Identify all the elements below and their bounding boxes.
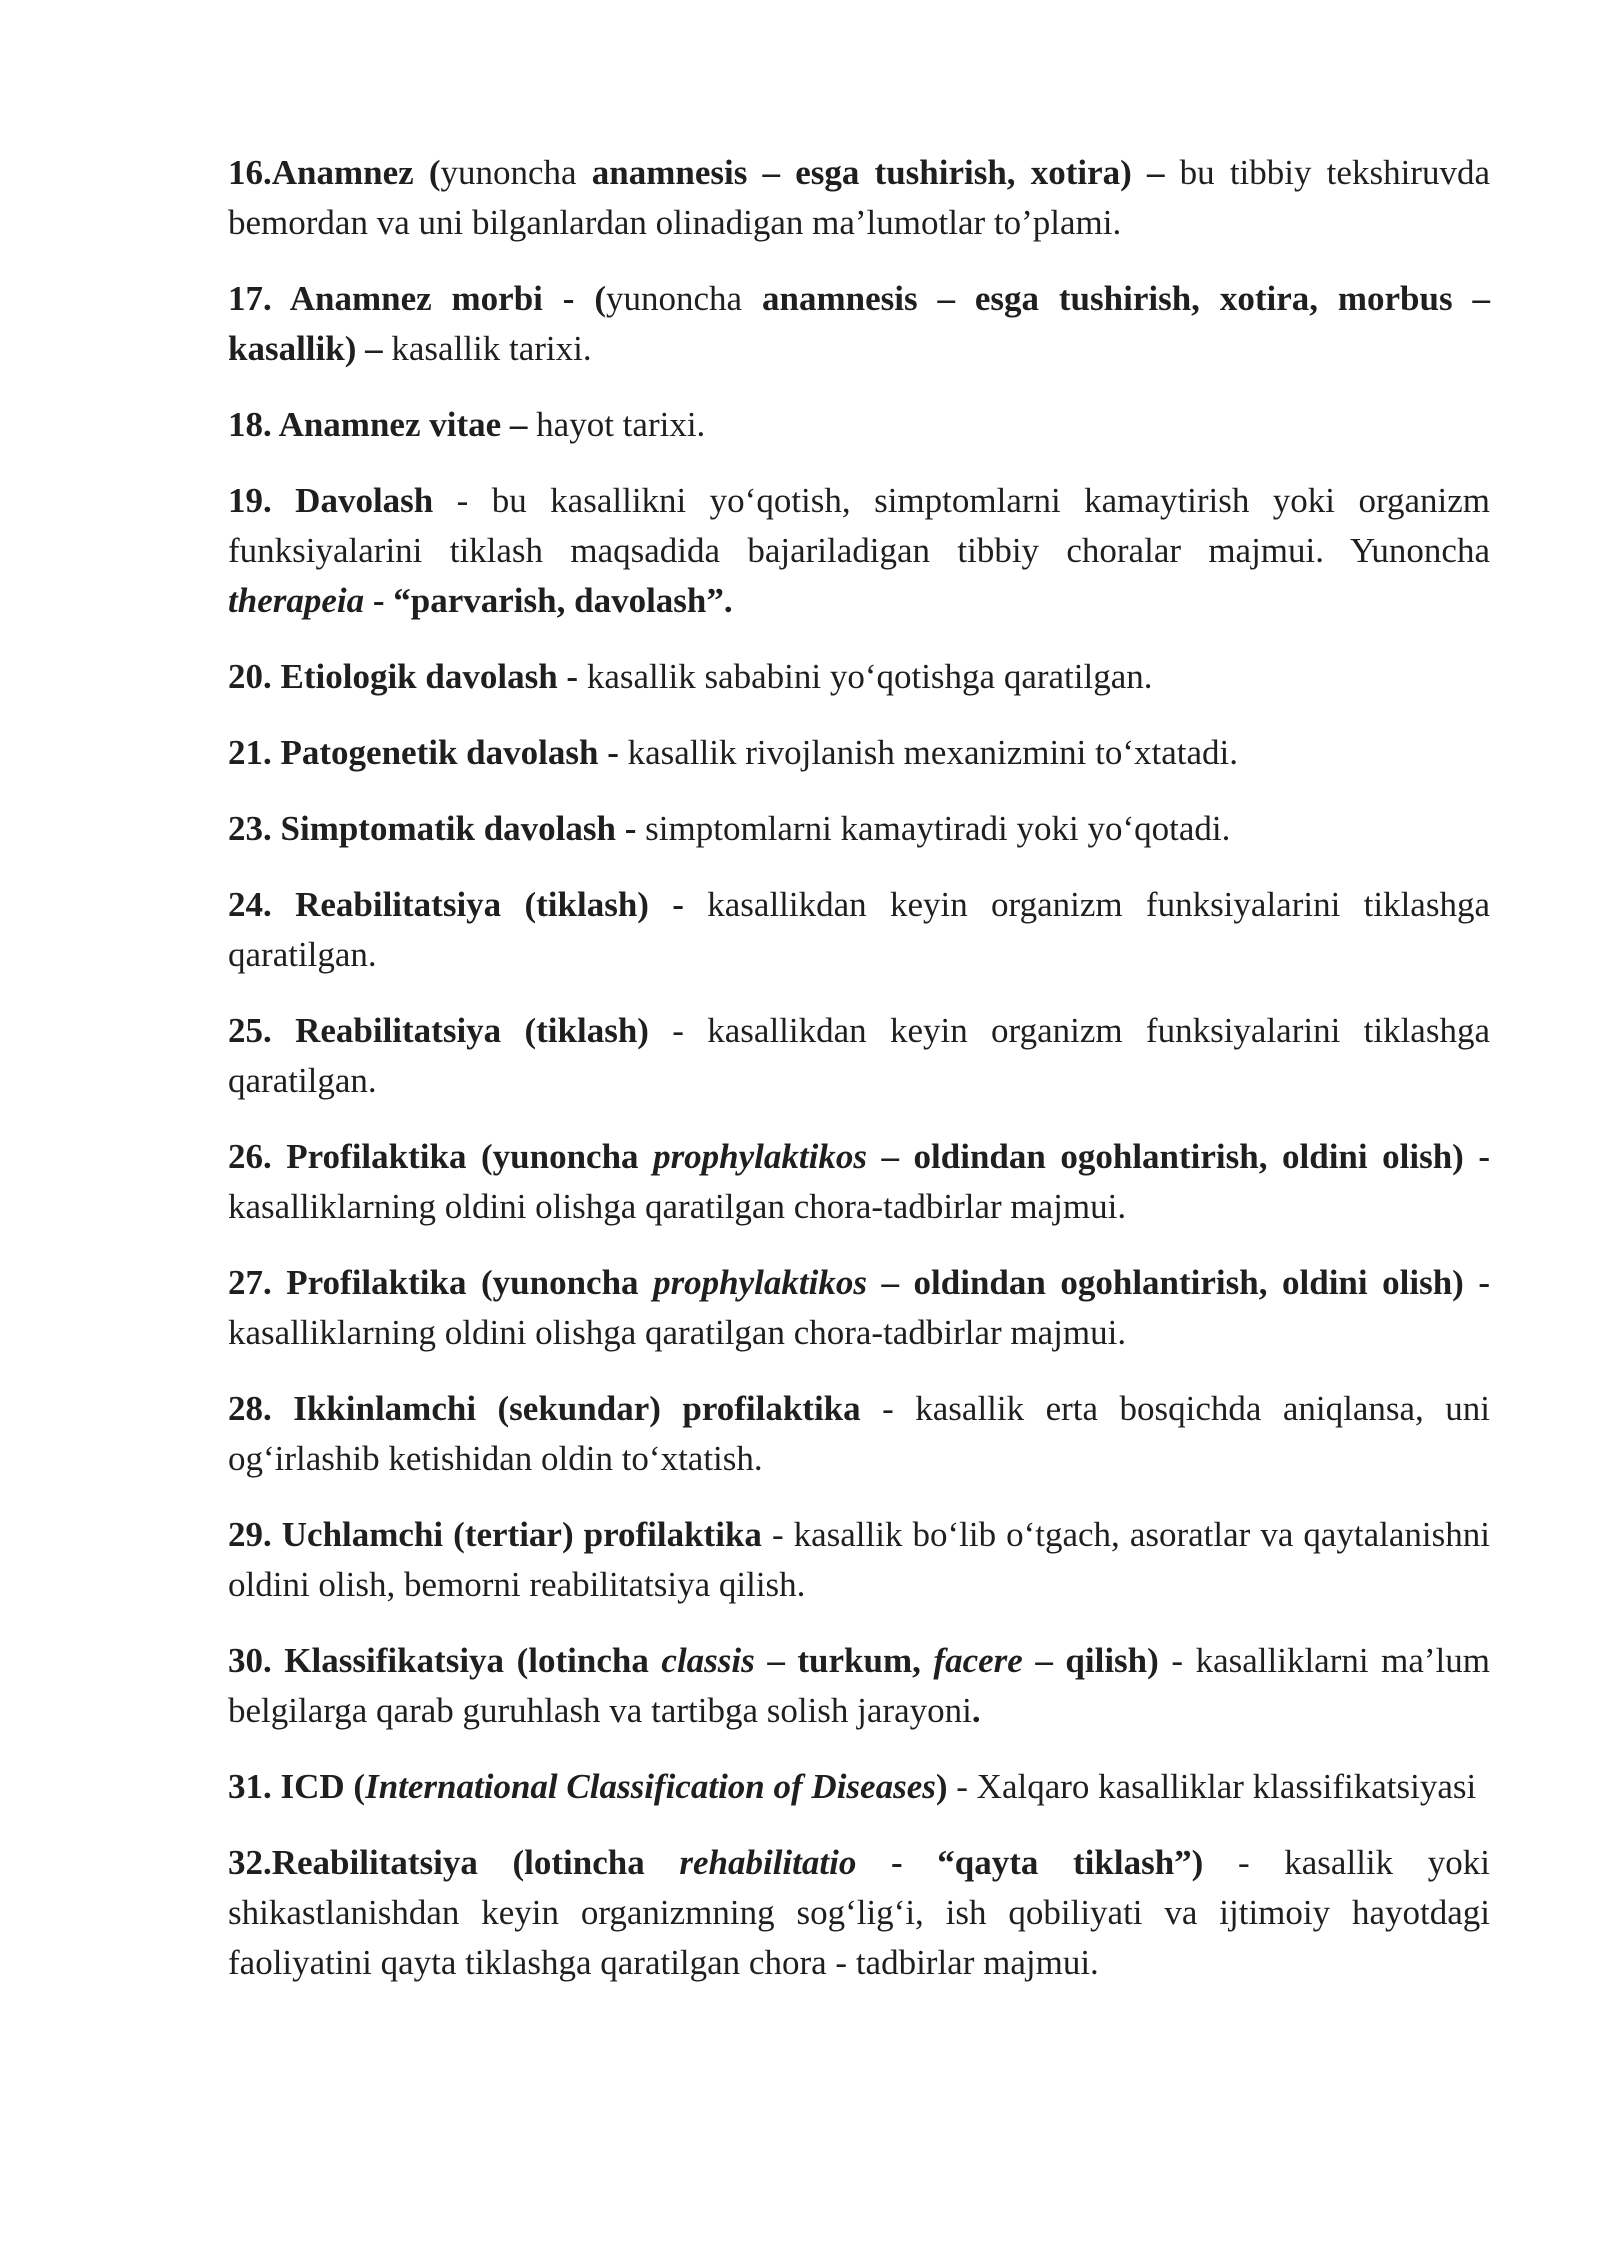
glossary-entry-29 [228,1510,1490,1610]
entry-term: 29. Uchlamchi (tertiar) profilaktika [228,1515,762,1554]
glossary-entry-31 [228,1762,1490,1812]
entry-term: - “qayta tiklash”) [856,1843,1204,1882]
glossary-entry-17 [228,274,1490,374]
entry-term: prophylaktikos [653,1137,867,1176]
entry-text: - kasallik yoki shikastlanishdan keyin organizmning sog‘lig‘i, ish qobiliyati va ijtimoiy hayotdagi faoliyatini qayta tiklashga qaratilgan chora - tadbirlar majmui. [228,1843,1491,1982]
entry-term: ) [935,1767,948,1806]
glossary-entry-30 [228,1636,1490,1736]
entry-term: classis [661,1641,755,1680]
entry-term: 23. Simptomatik davolash - [228,809,637,848]
entry-text: - kasalliklarni ma’lum belgilarga qarab guruhlash va tartibga solish jarayoni [228,1641,1490,1730]
entry-term: 28. Ikkinlamchi (sekundar) profilaktika [228,1389,861,1428]
entry-term: . [971,1691,981,1730]
entry-text: kasallikdan keyin organizm funksiyalarini tiklashga qaratilgan. [228,885,1490,974]
entry-term: facere [933,1641,1023,1680]
entry-term: 24. Reabilitatsiya (tiklash) - [228,885,684,924]
entry-term: therapeia [228,581,365,620]
entry-text: - kasallik erta bosqichda aniqlansa, uni og‘irlashib ketishidan oldin to‘xtatish. [228,1389,1490,1478]
glossary-entry-21 [228,728,1490,778]
glossary-entry-32 [228,1838,1490,1988]
glossary-entry-19 [228,476,1490,626]
entry-term: rehabilitatio [679,1843,857,1882]
entry-term: 27. Profilaktika (yunoncha [228,1263,654,1302]
glossary-entry-24 [228,880,1490,980]
entry-text: kasallik rivojlanish mexanizmini to‘xtatadi. [618,733,1239,772]
entry-term: – qilish) [1022,1641,1159,1680]
entry-term: 30. Klassifikatsiya (lotincha [228,1641,662,1680]
glossary-entry-18 [228,400,1490,450]
entry-term: 18. Anamnez vitae – [228,405,528,444]
glossary-entry-27 [228,1258,1490,1358]
entry-term: prophylaktikos [653,1263,867,1302]
entry-term: 25. Reabilitatsiya (tiklash) [228,1011,649,1050]
entry-term: – oldindan ogohlantirish, oldini olish) - [866,1263,1490,1302]
entry-text: - kasallikdan keyin organizm funksiyalarini tiklashga qaratilgan. [228,1011,1490,1100]
entry-term: 20. Etiologik davolash - [228,657,579,696]
entry-term: International Classification of Diseases [365,1767,936,1806]
glossary-entry-23 [228,804,1490,854]
entry-text: - kasallik bo‘lib o‘tgach, asoratlar va qaytalanishni oldini olish, bemorni reabilitatsiya qilish. [228,1515,1490,1604]
entry-text: kasallik sababini yo‘qotishga qaratilgan. [578,657,1153,696]
glossary-list [228,148,1490,1988]
entry-text: - bu kasallikni yo‘qotish, simptomlarni kamaytirish yoki organizm funksiyalarini tiklash maqsadida bajariladigan tibbiy choralar majmui. Yunoncha [228,481,1490,570]
entry-term: – oldindan ogohlantirish, oldini olish) - [866,1137,1490,1176]
entry-text: hayot tarixi. [527,405,706,444]
glossary-entry-25 [228,1006,1490,1106]
entry-term: 21. Patogenetik davolash - [228,733,619,772]
entry-term: 26. Profilaktika (yunoncha [228,1137,654,1176]
glossary-entry-26 [228,1132,1490,1232]
entry-text: kasallik tarixi. [382,329,592,368]
entry-text: bu tibbiy tekshiruvda bemordan va uni bilganlardan olinadigan ma’lumotlar to’plami. [228,153,1490,242]
entry-term: 16.Anamnez ( [228,153,441,192]
entry-text: kasalliklarning oldini olishga qaratilgan chora-tadbirlar majmui. [228,1187,1127,1226]
entry-term: - “parvarish, davolash”. [364,581,733,620]
glossary-entry-28 [228,1384,1490,1484]
entry-term: 31. ICD ( [228,1767,366,1806]
entry-term: anamnesis – esga tushirish, xotira) – [591,153,1165,192]
entry-term: 17. Anamnez morbi - ( [228,279,607,318]
entry-term: – turkum, [754,1641,934,1680]
entry-text: - Xalqaro kasalliklar klassifikatsiyasi [947,1767,1477,1806]
entry-term: 32.Reabilitatsiya (lotincha [228,1843,680,1882]
entry-text: kasalliklarning oldini olishga qaratilgan chora-tadbirlar majmui. [228,1313,1127,1352]
entry-term: 19. Davolash [228,481,434,520]
entry-text: yunoncha [606,279,762,318]
glossary-entry-20 [228,652,1490,702]
entry-text: yunoncha [440,153,592,192]
entry-text: simptomlarni kamaytiradi yoki yo‘qotadi. [636,809,1231,848]
entry-term: anamnesis – esga tushirish, xotira, morbus – kasallik) – [228,279,1490,368]
glossary-entry-16 [228,148,1490,248]
